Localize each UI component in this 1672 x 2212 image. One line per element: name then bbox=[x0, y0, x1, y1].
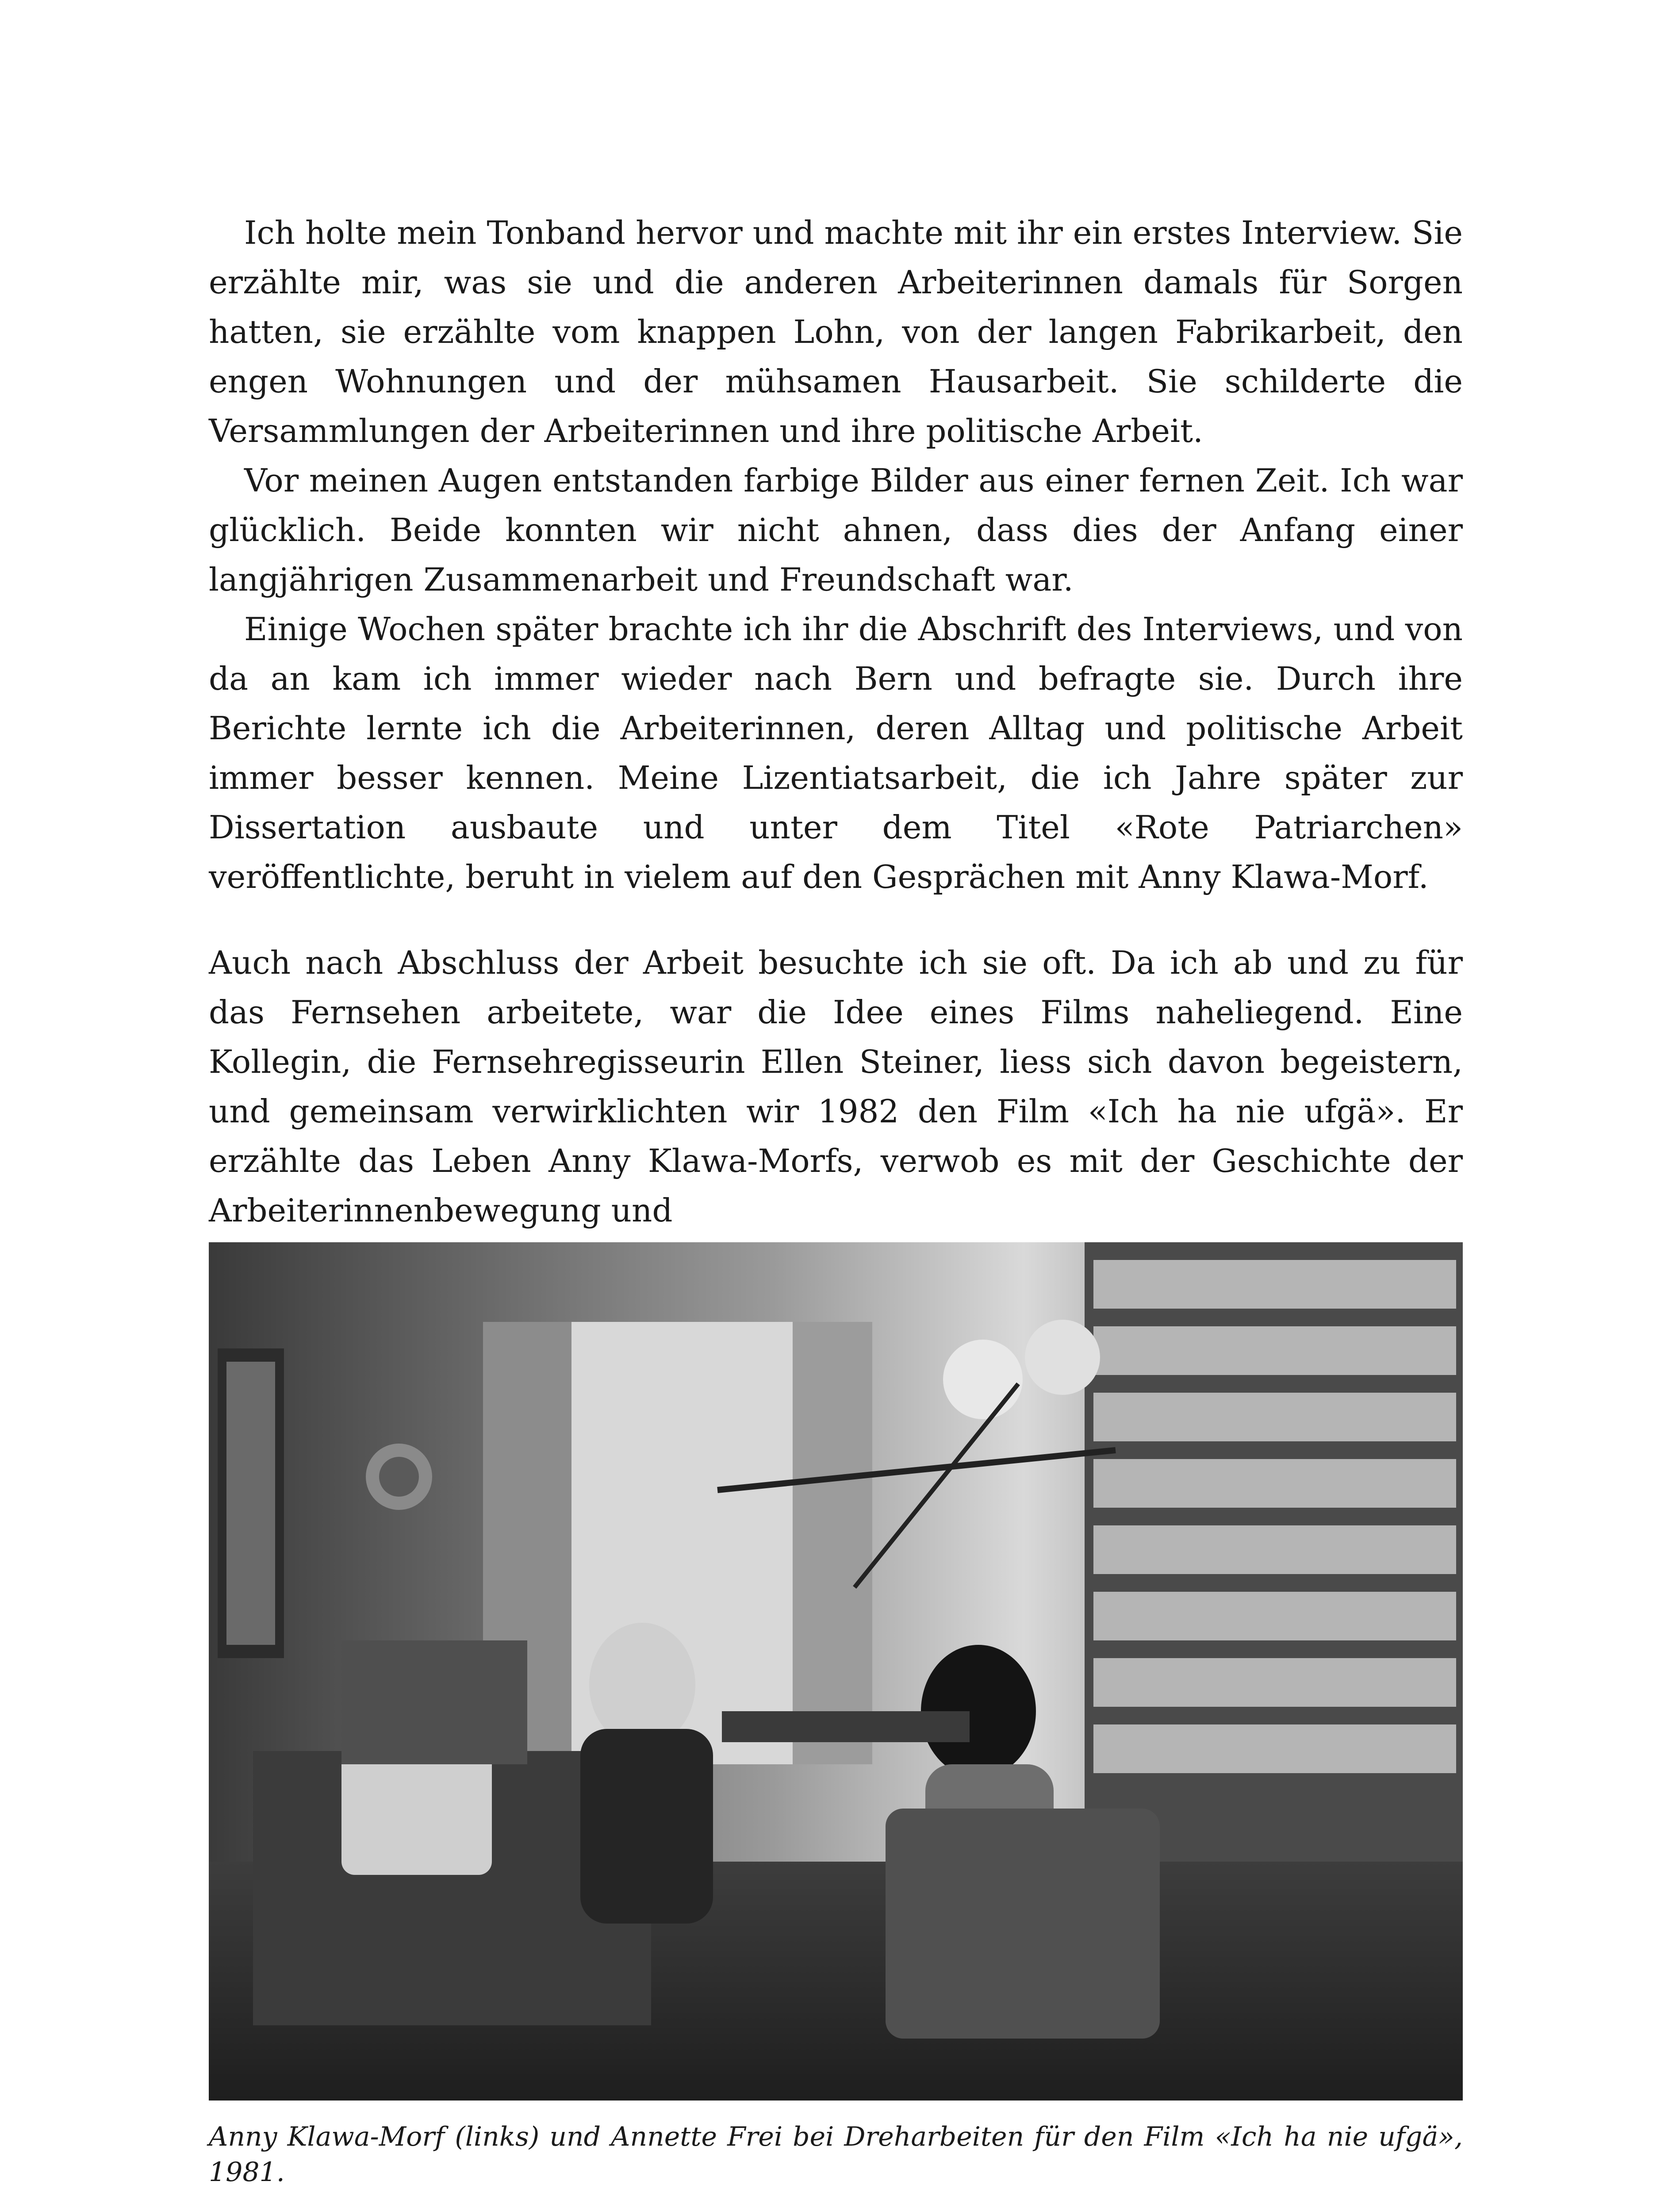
body-text-bottom bbox=[209, 938, 1463, 1235]
photo-caption: Anny Klawa-Morf (links) und Annette Frei bei Dreharbeiten für den Film «Ich ha nie ufgä», 1981. bbox=[209, 2121, 1463, 2188]
black-and-white-photo bbox=[209, 1242, 1463, 2101]
paragraph-images: Vor meinen Augen entstanden farbige Bilder aus einer fernen Zeit. Ich war glücklich. Beide konnten wir nicht ahnen, dass dies der Anfang einer langjährigen Zusammenarbeit und Freundschaft war. bbox=[209, 462, 1463, 598]
body-text-top bbox=[209, 208, 1463, 902]
paragraph-interview: Ich holte mein Tonband hervor und machte mit ihr ein erstes Interview. Sie erzählte mir, was sie und die anderen Arbeiterinnen damals für Sorgen hatten, sie erzählte vom knappen Lohn, von der langen Fabrikarbeit, den engen Wohnungen und der mühsamen Hausarbeit. Sie schilderte die Versammlungen der Arbeiterinnen und ihre politische Arbeit. bbox=[209, 214, 1463, 449]
photo-illustration bbox=[209, 1242, 1463, 2101]
paragraph-film: Auch nach Abschluss der Arbeit besuchte ich sie oft. Da ich ab und zu für das Fernsehen arbeitete, war die Idee eines Films naheliegend. Eine Kollegin, die Fernsehregisseurin Ellen Steiner, liess sich davon begeistern, und gemeinsam verwirklichten wir 1982 den Film «Ich ha nie ufgä». Er erzählte das Leben Anny Klawa-Morfs, verwob es mit der Geschichte der Arbeiterinnenbewegung und bbox=[209, 944, 1463, 1229]
paragraph-transcript: Einige Wochen später brachte ich ihr die Abschrift des Interviews, und von da an kam ich immer wieder nach Bern und befragte sie. Durch ihre Berichte lernte ich die Arbeiterinnen, deren Alltag und politische Arbeit immer besser kennen. Meine Lizentiatsarbeit, die ich Jahre später zur Dissertation ausbaute und unter dem Titel «Rote Patriarchen» veröffentlichte, beruht in vielem auf den Gesprächen mit Anny Klawa-Morf. bbox=[209, 611, 1463, 895]
